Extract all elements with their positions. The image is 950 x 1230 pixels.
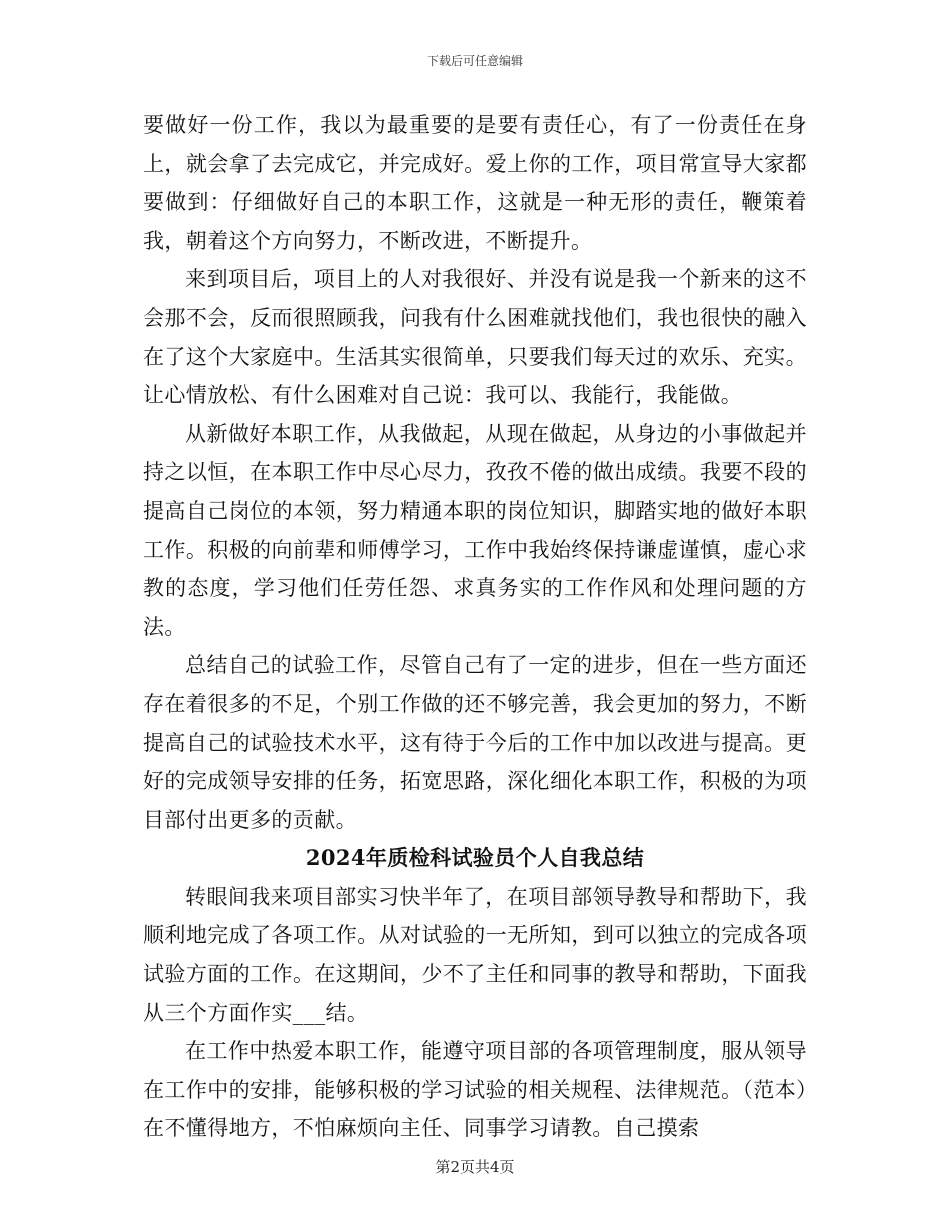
paragraph: 在工作中热爱本职工作，能遵守项目部的各项管理制度，服从领导在工作中的安排，能够积极的学习试验的相关规程、法律规范。（范本）在不懂得地方，不怕麻烦向主任、同事学习请教。自己摸索 bbox=[143, 1039, 807, 1141]
page-header-note: 下载后可任意编辑 bbox=[426, 54, 523, 68]
paragraph: 总结自己的试验工作，尽管自己有了一定的进步，但在一些方面还存在着很多的不足，个别工作做的还不够完善，我会更加的努力，不断提高自己的试验技术水平，这有待于今后的工作中加以改进与提高。更好的完成领导安排的任务，拓宽思路，深化细化本职工作，积极的为项目部付出更多的贡献。 bbox=[143, 653, 807, 832]
section-title: 2024年质检科试验员个人自我总结 bbox=[305, 845, 645, 871]
paragraph: 从新做好本职工作，从我做起，从现在做起，从身边的小事做起并持之以恒，在本职工作中尽心尽力，孜孜不倦的做出成绩。我要不段的提高自己岗位的本领，努力精通本职的岗位知识，脚踏实地的做好本职工作。积极的向前辈和师傅学习，工作中我始终保持谦虚谨慎，虚心求教的态度，学习他们任劳任怨、求真务实的工作作风和处理问题的方法。 bbox=[143, 421, 807, 639]
paragraph: 来到项目后，项目上的人对我很好、并没有说是我一个新来的这不会那不会，反而很照顾我，问我有什么困难就找他们，我也很快的融入在了这个大家庭中。生活其实很简单，只要我们每天过的欢乐、充实。让心情放松、有什么困难对自己说：我可以、我能行，我能做。 bbox=[143, 267, 807, 408]
paragraph-continuation: 要做好一份工作，我以为最重要的是要有责任心，有了一份责任在身上，就会拿了去完成它，并完成好。爱上你的工作，项目常宣导大家都要做到：仔细做好自己的本职工作，这就是一种无形的责任，鞭策着我，朝着这个方向努力，不断改进，不断提升。 bbox=[143, 113, 807, 253]
page-number: 第2页共4页 bbox=[435, 1158, 515, 1176]
paragraph: 转眼间我来项目部实习快半年了，在项目部领导教导和帮助下，我顺利地完成了各项工作。从对试验的一无所知，到可以独立的完成各项试验方面的工作。在这期间，少不了主任和同事的教导和帮助，下面我从三个方面作实___结。 bbox=[143, 884, 807, 1025]
document-body bbox=[143, 106, 807, 1148]
